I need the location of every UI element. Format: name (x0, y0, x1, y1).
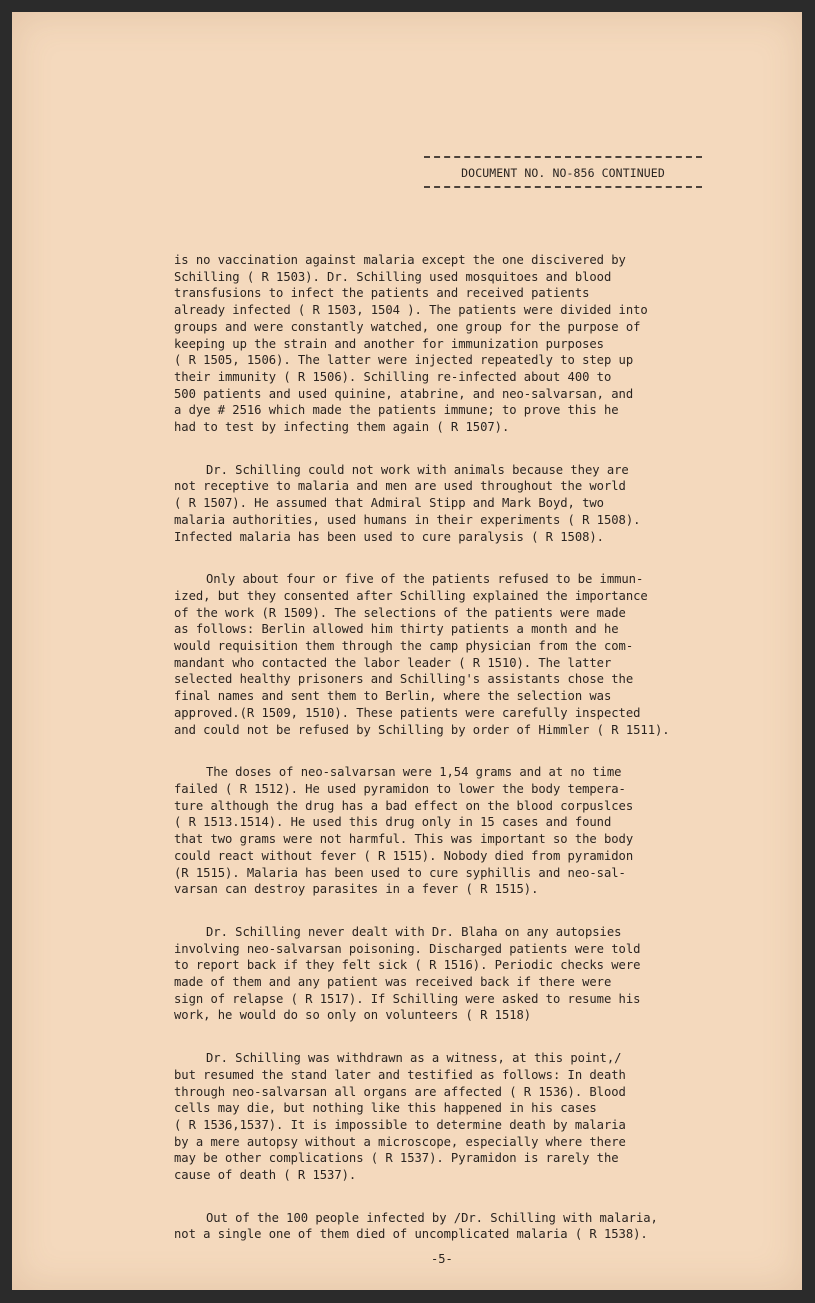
paragraph (174, 462, 729, 546)
text-line: ture although the drug has a bad effect on the blood corpuslces (174, 798, 634, 813)
document-page (12, 12, 802, 1290)
paragraph (174, 1050, 729, 1184)
text-line: would requisition them through the camp physician from the com- (174, 639, 634, 654)
text-line: failed ( R 1512). He used pyramidon to lower the body tempera- (174, 781, 626, 796)
text-line: ( R 1513.1514). He used this drug only in 15 cases and found (174, 815, 612, 830)
text-line: Out of the 100 people infected by /Dr. Schilling with malaria, (206, 1210, 658, 1225)
text-line: cells may die, but nothing like this happened in his cases (174, 1101, 597, 1116)
text-line: as follows: Berlin allowed him thirty patients a month and he (174, 622, 619, 637)
text-line: is no vaccination against malaria except the one discivered by (174, 253, 626, 267)
text-line: Dr. Schilling never dealt with Dr. Blaha on any autopsies (206, 924, 622, 939)
text-line: 500 patients and used quinine, atabrine, and neo-salvarsan, and (174, 386, 634, 401)
text-line: mandant who contacted the labor leader ( R 1510). The latter (174, 655, 612, 670)
text-line: involving neo-salvarsan poisoning. Discharged patients were told (174, 941, 641, 956)
text-line: approved.(R 1509, 1510). These patients were carefully inspected (174, 705, 641, 720)
text-line: by a mere autopsy without a microscope, especially where there (174, 1134, 626, 1149)
text-line: final names and sent them to Berlin, where the selection was (174, 689, 612, 704)
text-line: groups and were constantly watched, one group for the purpose of (174, 319, 641, 334)
text-line: not receptive to malaria and men are used throughout the world (174, 479, 626, 494)
page-number: -5- (431, 1252, 453, 1266)
text-line: that two grams were not harmful. This was important so the body (174, 832, 634, 847)
text-line: selected healthy prisoners and Schilling's assistants chose the (174, 672, 634, 687)
header-bottom-rule (424, 186, 702, 188)
text-line: had to test by infecting them again ( R 1507). (174, 420, 510, 435)
paragraph (174, 924, 729, 1024)
text-line: Dr. Schilling was withdrawn as a witness, at this point,/ (206, 1051, 622, 1066)
text-line: work, he would do so only on volunteers ( R 1518) (174, 1008, 532, 1023)
paragraph (174, 571, 729, 738)
text-line: may be other complications ( R 1537). Pyramidon is rarely the (174, 1151, 619, 1166)
paragraph (174, 764, 729, 898)
text-line: (R 1515). Malaria has been used to cure syphillis and neo-sal- (174, 865, 626, 880)
document-body (174, 252, 729, 1269)
text-line: through neo-salvarsan all organs are affected ( R 1536). Blood (174, 1084, 626, 1099)
text-line: not a single one of them died of uncomplicated malaria ( R 1538). (174, 1227, 648, 1242)
text-line: ( R 1536,1537). It is impossible to determine death by malaria (174, 1117, 626, 1132)
text-line: but resumed the stand later and testified as follows: In death (174, 1067, 626, 1082)
text-line: varsan can destroy parasites in a fever ( R 1515). (174, 882, 539, 897)
text-line: their immunity ( R 1506). Schilling re-infected about 400 to (174, 369, 612, 384)
paragraph (174, 252, 729, 436)
text-line: ( R 1505, 1506). The latter were injected repeatedly to step up (174, 353, 634, 368)
text-line: could react without fever ( R 1515). Nobody died from pyramidon (174, 848, 634, 863)
text-line: keeping up the strain and another for immunization purposes (174, 336, 604, 351)
text-line: to report back if they felt sick ( R 1516). Periodic checks were (174, 958, 641, 973)
text-line: already infected ( R 1503, 1504 ). The patients were divided into (174, 303, 648, 318)
document-header (424, 156, 702, 188)
text-line: The doses of neo-salvarsan were 1,54 grams and at no time (206, 765, 622, 780)
text-line: and could not be refused by Schilling by order of Himmler ( R 1511). (174, 722, 670, 737)
text-line: made of them and any patient was received back if there were (174, 975, 612, 990)
text-line: of the work (R 1509). The selections of the patients were made (174, 605, 626, 620)
text-line: Only about four or five of the patients refused to be immun- (206, 572, 644, 587)
text-line: ized, but they consented after Schilling explained the importance (174, 588, 648, 603)
text-line: sign of relapse ( R 1517). If Schilling were asked to resume his (174, 991, 641, 1006)
text-line: Infected malaria has been used to cure paralysis ( R 1508). (174, 529, 604, 544)
text-line: ( R 1507). He assumed that Admiral Stipp and Mark Boyd, two (174, 496, 604, 511)
text-line: Dr. Schilling could not work with animals because they are (206, 462, 629, 477)
text-line: transfusions to infect the patients and received patients (174, 286, 590, 301)
header-top-rule (424, 156, 702, 158)
document-number-heading: DOCUMENT NO. NO-856 CONTINUED (461, 166, 665, 180)
paragraph (174, 1210, 729, 1243)
text-line: cause of death ( R 1537). (174, 1168, 357, 1183)
text-line: malaria authorities, used humans in their experiments ( R 1508). (174, 512, 641, 527)
text-line: a dye # 2516 which made the patients immune; to prove this he (174, 403, 619, 418)
text-line: Schilling ( R 1503). Dr. Schilling used mosquitoes and blood (174, 269, 612, 284)
